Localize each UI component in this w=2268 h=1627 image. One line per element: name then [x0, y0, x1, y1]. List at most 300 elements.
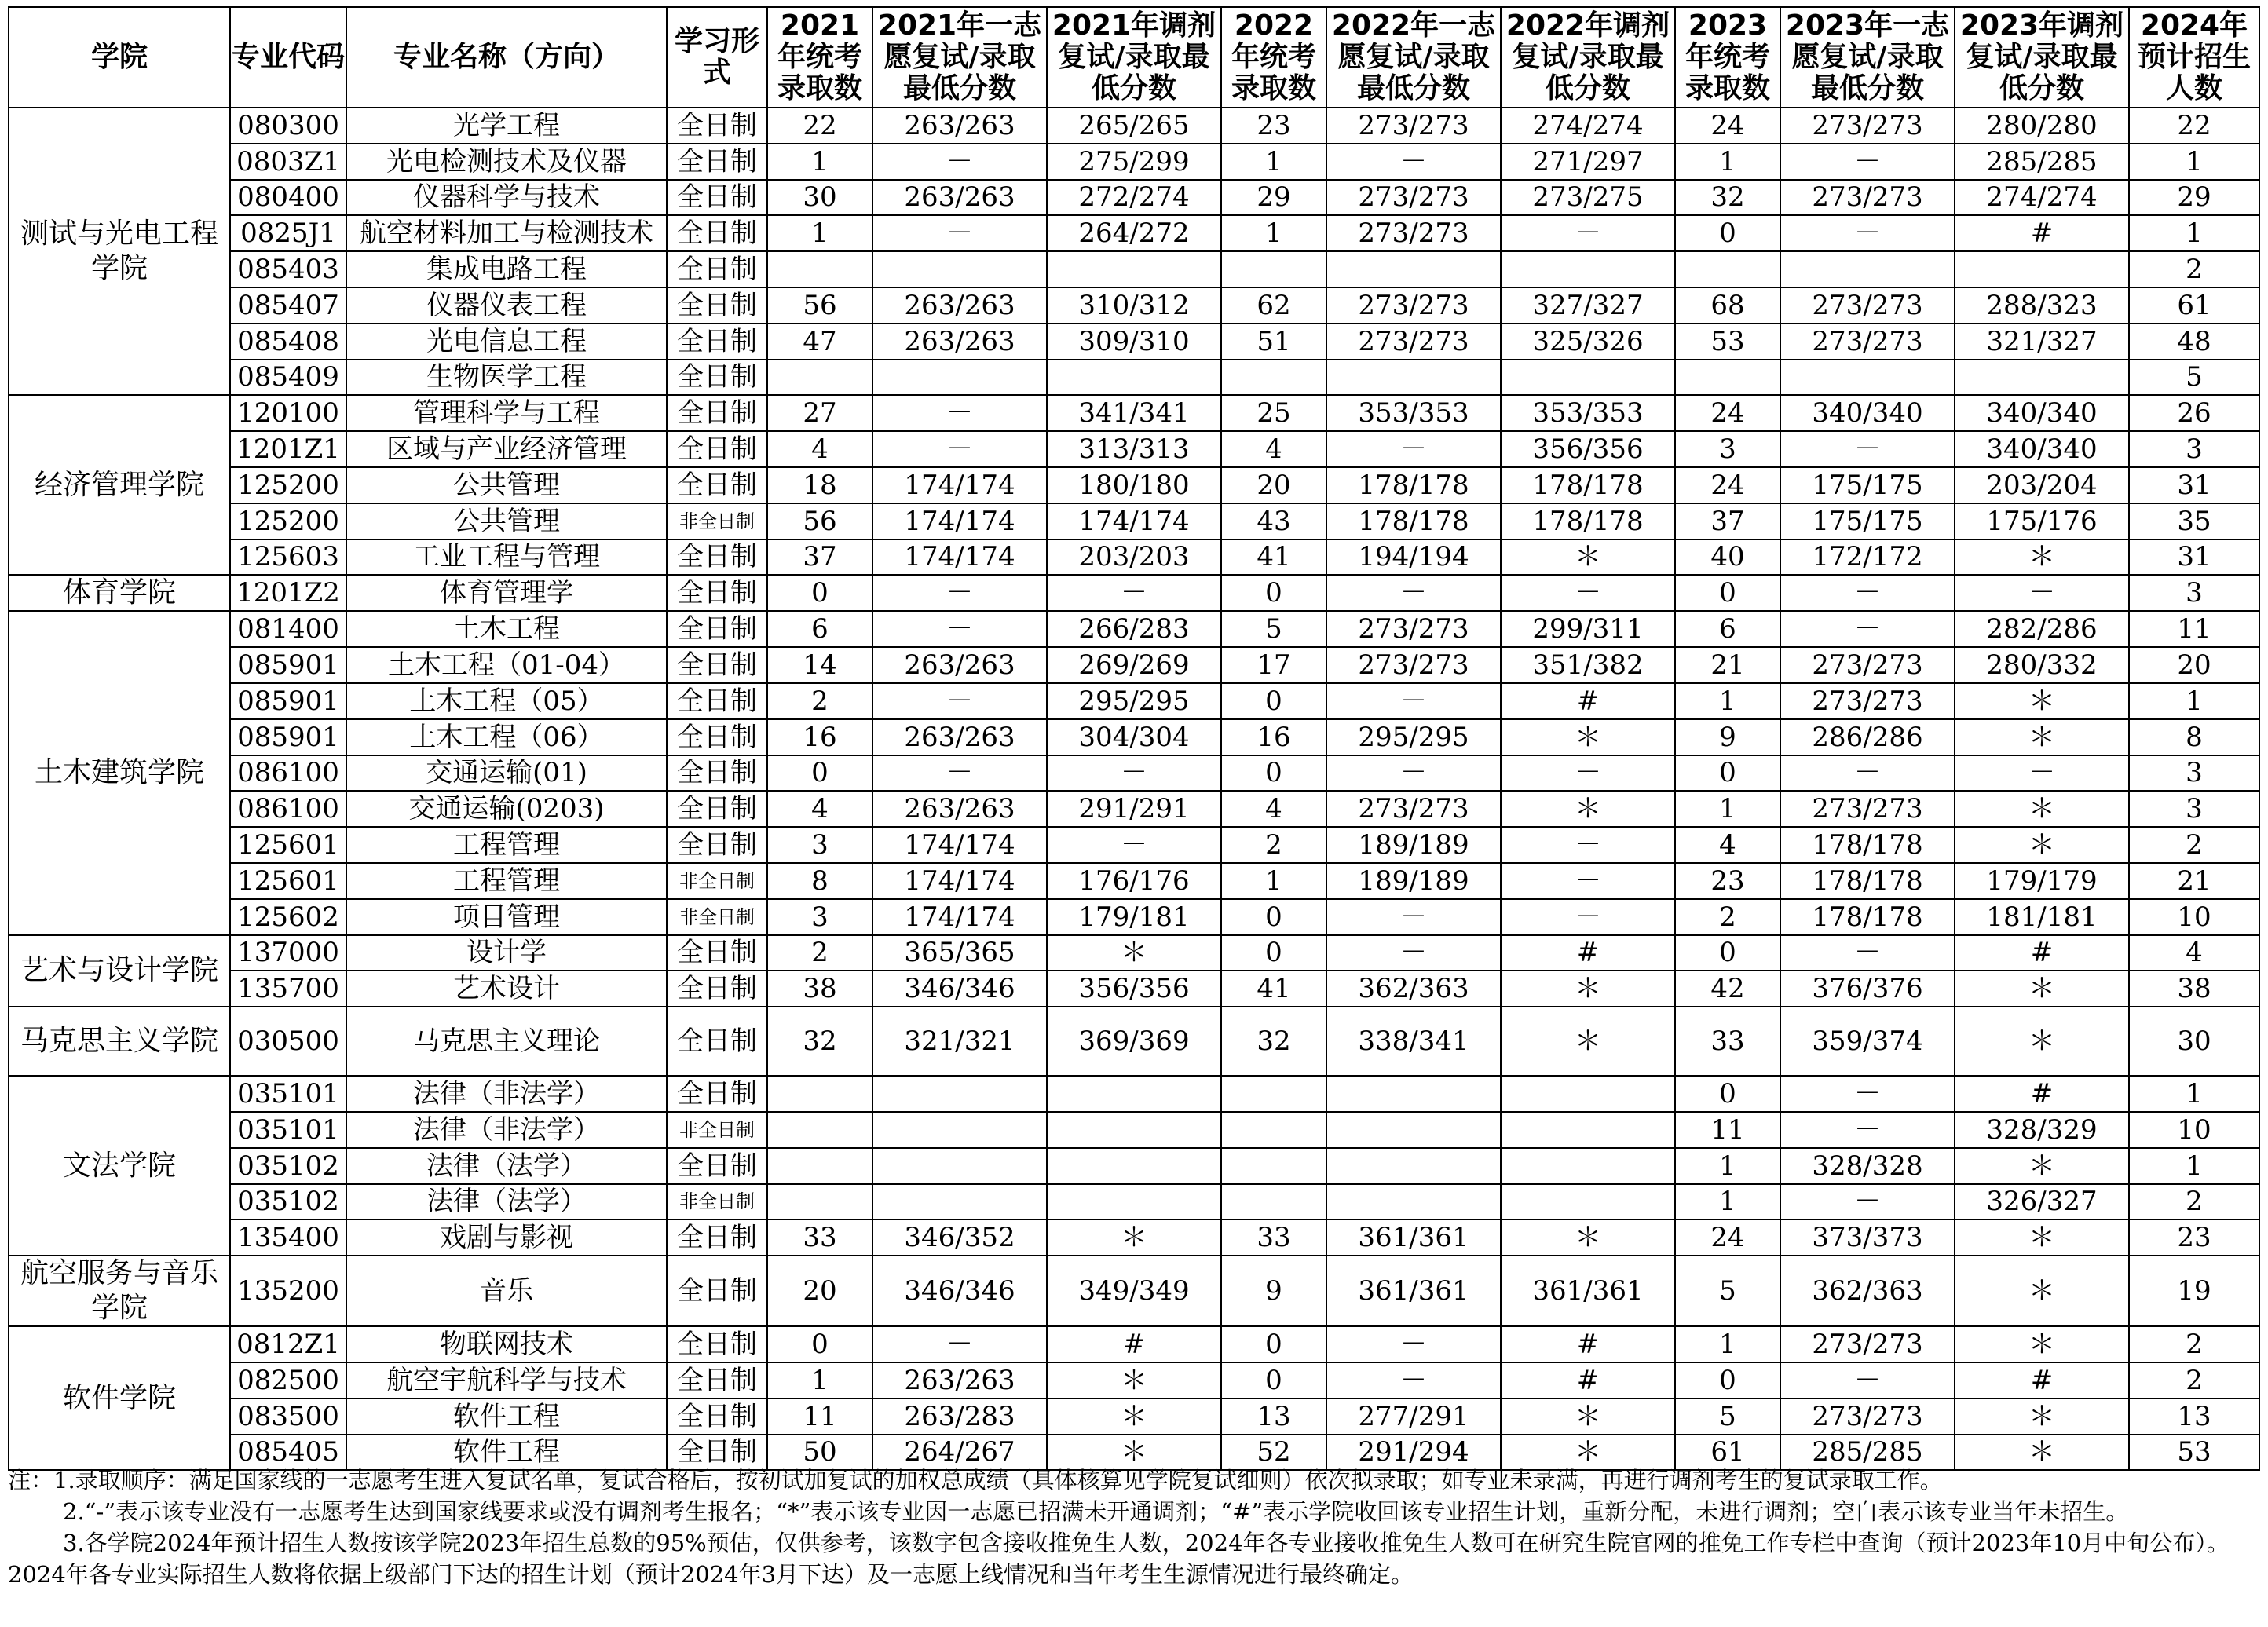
- major-name: 交通运输(0203): [346, 791, 667, 827]
- first-choice-score-2022: [1326, 1112, 1501, 1148]
- major-name: 光学工程: [346, 108, 667, 144]
- major-name: 集成电路工程: [346, 251, 667, 287]
- adjust-score-2023: ＊: [1955, 1148, 2129, 1184]
- major-name: 法律（法学）: [346, 1184, 667, 1220]
- first-choice-score-2023: 273/273: [1780, 647, 1955, 683]
- first-choice-score-2021: [872, 1184, 1047, 1220]
- table-row: [9, 683, 2259, 719]
- admit-2022: [1221, 1076, 1326, 1112]
- first-choice-score-2021: －: [872, 755, 1047, 792]
- first-choice-score-2023: －: [1780, 1362, 1955, 1398]
- plan-2024: 38: [2129, 971, 2259, 1007]
- major-code: 135400: [230, 1219, 346, 1256]
- adjust-score-2022: #: [1501, 935, 1675, 971]
- major-code: 135700: [230, 971, 346, 1007]
- plan-2024: 1: [2129, 1148, 2259, 1184]
- major-code: 125200: [230, 467, 346, 503]
- study-mode: 全日制: [667, 755, 767, 792]
- first-choice-score-2023: [1780, 251, 1955, 287]
- first-choice-score-2023: 273/273: [1780, 324, 1955, 360]
- first-choice-score-2023: 286/286: [1780, 719, 1955, 755]
- admit-2021: 3: [767, 899, 872, 935]
- first-choice-score-2021: 174/174: [872, 539, 1047, 576]
- first-choice-score-2023: 376/376: [1780, 971, 1955, 1007]
- adjust-score-2021: 174/174: [1047, 503, 1221, 539]
- adjust-score-2023: ＊: [1955, 971, 2129, 1007]
- study-mode: 全日制: [667, 324, 767, 360]
- major-name: 戏剧与影视: [346, 1219, 667, 1256]
- plan-2024: 20: [2129, 647, 2259, 683]
- admit-2022: 5: [1221, 611, 1326, 647]
- admit-2022: 13: [1221, 1398, 1326, 1435]
- major-code: 0803Z1: [230, 144, 346, 180]
- adjust-score-2023: 181/181: [1955, 899, 2129, 935]
- admit-2021: 4: [767, 431, 872, 467]
- first-choice-score-2022: －: [1326, 683, 1501, 719]
- major-name: 法律（非法学）: [346, 1076, 667, 1112]
- plan-2024: 8: [2129, 719, 2259, 755]
- adjust-score-2022: 178/178: [1501, 467, 1675, 503]
- adjust-score-2023: #: [1955, 1076, 2129, 1112]
- study-mode: 全日制: [667, 108, 767, 144]
- adjust-score-2023: #: [1955, 935, 2129, 971]
- first-choice-score-2021: [872, 1076, 1047, 1112]
- plan-2024: 31: [2129, 539, 2259, 576]
- major-code: 085409: [230, 360, 346, 396]
- admit-2021: 0: [767, 1326, 872, 1362]
- admit-2022: 9: [1221, 1256, 1326, 1326]
- admit-2021: 14: [767, 647, 872, 683]
- adjust-score-2022: 299/311: [1501, 611, 1675, 647]
- study-mode: 非全日制: [667, 863, 767, 899]
- study-mode: 全日制: [667, 1148, 767, 1184]
- admit-2022: 0: [1221, 755, 1326, 792]
- adjust-score-2022: 353/353: [1501, 395, 1675, 431]
- adjust-score-2023: ＊: [1955, 791, 2129, 827]
- table-row: [9, 719, 2259, 755]
- plan-2024: 26: [2129, 395, 2259, 431]
- study-mode: 全日制: [667, 1256, 767, 1326]
- table-row: [9, 1362, 2259, 1398]
- first-choice-score-2023: 178/178: [1780, 899, 1955, 935]
- admit-2021: 11: [767, 1398, 872, 1435]
- plan-2024: 10: [2129, 899, 2259, 935]
- adjust-score-2022: －: [1501, 755, 1675, 792]
- table-row: [9, 1219, 2259, 1256]
- header-cell: 学习形式: [667, 7, 767, 108]
- admit-2023: 5: [1675, 1398, 1780, 1435]
- first-choice-score-2022: [1326, 1148, 1501, 1184]
- major-code: 080400: [230, 180, 346, 216]
- major-name: 光电信息工程: [346, 324, 667, 360]
- admit-2023: 0: [1675, 1362, 1780, 1398]
- major-code: 125601: [230, 827, 346, 863]
- plan-2024: 3: [2129, 431, 2259, 467]
- major-name: 设计学: [346, 935, 667, 971]
- table-row: [9, 144, 2259, 180]
- major-code: 125601: [230, 863, 346, 899]
- adjust-score-2021: [1047, 1112, 1221, 1148]
- table-row: [9, 360, 2259, 396]
- first-choice-score-2021: －: [872, 144, 1047, 180]
- study-mode: 非全日制: [667, 1112, 767, 1148]
- admit-2023: 61: [1675, 1435, 1780, 1471]
- adjust-score-2022: －: [1501, 863, 1675, 899]
- study-mode: 全日制: [667, 467, 767, 503]
- first-choice-score-2023: 362/363: [1780, 1256, 1955, 1326]
- adjust-score-2021: ＊: [1047, 935, 1221, 971]
- admit-2022: 1: [1221, 144, 1326, 180]
- first-choice-score-2021: 263/263: [872, 287, 1047, 324]
- adjust-score-2021: 310/312: [1047, 287, 1221, 324]
- adjust-score-2021: [1047, 1184, 1221, 1220]
- major-code: 085407: [230, 287, 346, 324]
- admit-2023: 9: [1675, 719, 1780, 755]
- first-choice-score-2023: 359/374: [1780, 1007, 1955, 1076]
- major-code: 080300: [230, 108, 346, 144]
- major-name: 仪器仪表工程: [346, 287, 667, 324]
- first-choice-score-2023: 178/178: [1780, 863, 1955, 899]
- major-name: 项目管理: [346, 899, 667, 935]
- admit-2021: 56: [767, 287, 872, 324]
- adjust-score-2021: 180/180: [1047, 467, 1221, 503]
- adjust-score-2023: 321/327: [1955, 324, 2129, 360]
- first-choice-score-2023: 273/273: [1780, 108, 1955, 144]
- plan-2024: 13: [2129, 1398, 2259, 1435]
- first-choice-score-2023: －: [1780, 144, 1955, 180]
- adjust-score-2021: 266/283: [1047, 611, 1221, 647]
- admit-2021: [767, 1112, 872, 1148]
- first-choice-score-2023: 328/328: [1780, 1148, 1955, 1184]
- first-choice-score-2022: [1326, 1184, 1501, 1220]
- plan-2024: 5: [2129, 360, 2259, 396]
- table-row: [9, 611, 2259, 647]
- first-choice-score-2023: 273/273: [1780, 791, 1955, 827]
- first-choice-score-2021: 174/174: [872, 467, 1047, 503]
- major-code: 125602: [230, 899, 346, 935]
- adjust-score-2023: －: [1955, 575, 2129, 611]
- major-name: 软件工程: [346, 1435, 667, 1471]
- major-code: 082500: [230, 1362, 346, 1398]
- table-row: [9, 395, 2259, 431]
- first-choice-score-2021: 263/263: [872, 647, 1047, 683]
- plan-2024: 11: [2129, 611, 2259, 647]
- adjust-score-2023: ＊: [1955, 1219, 2129, 1256]
- adjust-score-2022: ＊: [1501, 1219, 1675, 1256]
- table-row: [9, 1398, 2259, 1435]
- study-mode: 全日制: [667, 431, 767, 467]
- first-choice-score-2022: 291/294: [1326, 1435, 1501, 1471]
- admit-2023: 0: [1675, 935, 1780, 971]
- admit-2022: 0: [1221, 1362, 1326, 1398]
- table-row: [9, 1256, 2259, 1326]
- adjust-score-2021: 291/291: [1047, 791, 1221, 827]
- adjust-score-2023: 326/327: [1955, 1184, 2129, 1220]
- admit-2021: 56: [767, 503, 872, 539]
- adjust-score-2022: [1501, 1148, 1675, 1184]
- adjust-score-2021: 176/176: [1047, 863, 1221, 899]
- adjust-score-2022: ＊: [1501, 791, 1675, 827]
- adjust-score-2023: 288/323: [1955, 287, 2129, 324]
- adjust-score-2021: 179/181: [1047, 899, 1221, 935]
- table-row: [9, 755, 2259, 792]
- first-choice-score-2022: 353/353: [1326, 395, 1501, 431]
- adjust-score-2023: ＊: [1955, 539, 2129, 576]
- adjust-score-2023: ＊: [1955, 1256, 2129, 1326]
- adjust-score-2022: 178/178: [1501, 503, 1675, 539]
- first-choice-score-2021: 346/352: [872, 1219, 1047, 1256]
- adjust-score-2023: 203/204: [1955, 467, 2129, 503]
- major-name: 区域与产业经济管理: [346, 431, 667, 467]
- study-mode: 非全日制: [667, 1184, 767, 1220]
- plan-2024: 29: [2129, 180, 2259, 216]
- adjust-score-2021: [1047, 1148, 1221, 1184]
- adjust-score-2022: 351/382: [1501, 647, 1675, 683]
- adjust-score-2023: －: [1955, 755, 2129, 792]
- study-mode: 非全日制: [667, 503, 767, 539]
- study-mode: 全日制: [667, 1362, 767, 1398]
- major-name: 土木工程（06）: [346, 719, 667, 755]
- major-name: 艺术设计: [346, 971, 667, 1007]
- major-name: 工程管理: [346, 863, 667, 899]
- adjust-score-2023: ＊: [1955, 1398, 2129, 1435]
- adjust-score-2022: 361/361: [1501, 1256, 1675, 1326]
- plan-2024: 2: [2129, 1326, 2259, 1362]
- adjust-score-2021: [1047, 251, 1221, 287]
- major-code: 120100: [230, 395, 346, 431]
- admit-2023: 5: [1675, 1256, 1780, 1326]
- first-choice-score-2022: 273/273: [1326, 647, 1501, 683]
- first-choice-score-2021: 263/263: [872, 791, 1047, 827]
- major-code: 137000: [230, 935, 346, 971]
- admit-2023: 0: [1675, 215, 1780, 251]
- table-row: [9, 539, 2259, 576]
- major-code: 081400: [230, 611, 346, 647]
- first-choice-score-2022: 273/273: [1326, 611, 1501, 647]
- first-choice-score-2023: [1780, 360, 1955, 396]
- adjust-score-2022: ＊: [1501, 971, 1675, 1007]
- first-choice-score-2023: －: [1780, 431, 1955, 467]
- admit-2023: [1675, 251, 1780, 287]
- plan-2024: 10: [2129, 1112, 2259, 1148]
- admit-2023: 23: [1675, 863, 1780, 899]
- first-choice-score-2022: 273/273: [1326, 215, 1501, 251]
- first-choice-score-2021: [872, 1112, 1047, 1148]
- first-choice-score-2022: 362/363: [1326, 971, 1501, 1007]
- adjust-score-2022: #: [1501, 683, 1675, 719]
- first-choice-score-2021: 365/365: [872, 935, 1047, 971]
- admit-2023: 42: [1675, 971, 1780, 1007]
- table-row: [9, 1184, 2259, 1220]
- first-choice-score-2023: －: [1780, 611, 1955, 647]
- first-choice-score-2023: 340/340: [1780, 395, 1955, 431]
- adjust-score-2023: 179/179: [1955, 863, 2129, 899]
- admit-2023: 0: [1675, 755, 1780, 792]
- adjust-score-2021: 272/274: [1047, 180, 1221, 216]
- header-cell: 专业名称（方向）: [346, 7, 667, 108]
- study-mode: 全日制: [667, 791, 767, 827]
- first-choice-score-2023: 178/178: [1780, 827, 1955, 863]
- study-mode: 全日制: [667, 144, 767, 180]
- adjust-score-2022: [1501, 1076, 1675, 1112]
- header-cell: 2022年一志愿复试/录取最低分数: [1326, 7, 1501, 108]
- first-choice-score-2021: 346/346: [872, 971, 1047, 1007]
- adjust-score-2023: ＊: [1955, 827, 2129, 863]
- admit-2023: 1: [1675, 1326, 1780, 1362]
- first-choice-score-2023: －: [1780, 1112, 1955, 1148]
- admit-2022: 25: [1221, 395, 1326, 431]
- first-choice-score-2021: 174/174: [872, 863, 1047, 899]
- admit-2021: 0: [767, 755, 872, 792]
- admit-2021: 4: [767, 791, 872, 827]
- first-choice-score-2023: 175/175: [1780, 467, 1955, 503]
- study-mode: 全日制: [667, 1326, 767, 1362]
- major-name: 马克思主义理论: [346, 1007, 667, 1076]
- college-name: 测试与光电工程学院: [9, 108, 230, 395]
- plan-2024: 2: [2129, 1184, 2259, 1220]
- first-choice-score-2023: －: [1780, 935, 1955, 971]
- first-choice-score-2023: －: [1780, 1184, 1955, 1220]
- table-row: [9, 215, 2259, 251]
- admit-2022: 0: [1221, 899, 1326, 935]
- header-cell: 2023年一志愿复试/录取最低分数: [1780, 7, 1955, 108]
- adjust-score-2021: 265/265: [1047, 108, 1221, 144]
- first-choice-score-2023: 172/172: [1780, 539, 1955, 576]
- first-choice-score-2022: [1326, 360, 1501, 396]
- study-mode: 全日制: [667, 360, 767, 396]
- adjust-score-2022: 274/274: [1501, 108, 1675, 144]
- adjust-score-2022: ＊: [1501, 539, 1675, 576]
- admit-2022: 16: [1221, 719, 1326, 755]
- plan-2024: 19: [2129, 1256, 2259, 1326]
- admit-2021: 3: [767, 827, 872, 863]
- admit-2021: 0: [767, 575, 872, 611]
- adjust-score-2021: 341/341: [1047, 395, 1221, 431]
- adjust-score-2022: [1501, 251, 1675, 287]
- adjust-score-2021: 349/349: [1047, 1256, 1221, 1326]
- major-name: 仪器科学与技术: [346, 180, 667, 216]
- first-choice-score-2022: 338/341: [1326, 1007, 1501, 1076]
- header-row: [9, 7, 2259, 108]
- plan-2024: 22: [2129, 108, 2259, 144]
- major-code: 085901: [230, 719, 346, 755]
- major-code: 125603: [230, 539, 346, 576]
- admit-2022: 1: [1221, 863, 1326, 899]
- table-row: [9, 251, 2259, 287]
- admit-2023: 1: [1675, 791, 1780, 827]
- college-name: 文法学院: [9, 1076, 230, 1256]
- adjust-score-2021: 313/313: [1047, 431, 1221, 467]
- study-mode: 全日制: [667, 935, 767, 971]
- admit-2021: 6: [767, 611, 872, 647]
- plan-2024: 1: [2129, 144, 2259, 180]
- college-name: 航空服务与音乐学院: [9, 1256, 230, 1326]
- first-choice-score-2022: 277/291: [1326, 1398, 1501, 1435]
- adjust-score-2023: ＊: [1955, 719, 2129, 755]
- first-choice-score-2022: 295/295: [1326, 719, 1501, 755]
- admit-2021: 1: [767, 215, 872, 251]
- admit-2022: 0: [1221, 683, 1326, 719]
- first-choice-score-2022: [1326, 251, 1501, 287]
- admit-2022: 4: [1221, 431, 1326, 467]
- table-row: [9, 287, 2259, 324]
- plan-2024: 35: [2129, 503, 2259, 539]
- adjust-score-2021: －: [1047, 827, 1221, 863]
- major-name: 公共管理: [346, 503, 667, 539]
- plan-2024: 3: [2129, 755, 2259, 792]
- major-code: 1201Z2: [230, 575, 346, 611]
- first-choice-score-2023: 373/373: [1780, 1219, 1955, 1256]
- adjust-score-2021: [1047, 1076, 1221, 1112]
- adjust-score-2023: ＊: [1955, 1435, 2129, 1471]
- adjust-score-2021: 309/310: [1047, 324, 1221, 360]
- study-mode: 全日制: [667, 215, 767, 251]
- admit-2023: 53: [1675, 324, 1780, 360]
- major-code: 035101: [230, 1112, 346, 1148]
- adjust-score-2023: 274/274: [1955, 180, 2129, 216]
- first-choice-score-2023: 285/285: [1780, 1435, 1955, 1471]
- adjust-score-2023: ＊: [1955, 1326, 2129, 1362]
- study-mode: 全日制: [667, 971, 767, 1007]
- table-row: [9, 935, 2259, 971]
- study-mode: 非全日制: [667, 899, 767, 935]
- first-choice-score-2022: [1326, 1076, 1501, 1112]
- first-choice-score-2022: 273/273: [1326, 324, 1501, 360]
- admit-2023: 1: [1675, 1184, 1780, 1220]
- adjust-score-2023: #: [1955, 1362, 2129, 1398]
- adjust-score-2022: 273/275: [1501, 180, 1675, 216]
- first-choice-score-2023: 175/175: [1780, 503, 1955, 539]
- college-name: 土木建筑学院: [9, 611, 230, 934]
- first-choice-score-2022: 273/273: [1326, 180, 1501, 216]
- adjust-score-2021: #: [1047, 1326, 1221, 1362]
- major-name: 工程管理: [346, 827, 667, 863]
- study-mode: 全日制: [667, 287, 767, 324]
- first-choice-score-2021: 263/263: [872, 324, 1047, 360]
- adjust-score-2023: 328/329: [1955, 1112, 2129, 1148]
- admit-2023: 68: [1675, 287, 1780, 324]
- adjust-score-2023: 340/340: [1955, 395, 2129, 431]
- first-choice-score-2021: －: [872, 683, 1047, 719]
- table-body: [9, 108, 2259, 1470]
- table-row: [9, 108, 2259, 144]
- adjust-score-2023: 340/340: [1955, 431, 2129, 467]
- plan-2024: 1: [2129, 683, 2259, 719]
- admit-2023: 24: [1675, 108, 1780, 144]
- first-choice-score-2021: 174/174: [872, 503, 1047, 539]
- first-choice-score-2021: [872, 1148, 1047, 1184]
- header-cell: 学院: [9, 7, 230, 108]
- admit-2023: 2: [1675, 899, 1780, 935]
- header-cell: 2021年调剂复试/录取最低分数: [1047, 7, 1221, 108]
- adjust-score-2022: 327/327: [1501, 287, 1675, 324]
- major-name: 土木工程（05）: [346, 683, 667, 719]
- major-code: 1201Z1: [230, 431, 346, 467]
- plan-2024: 30: [2129, 1007, 2259, 1076]
- adjust-score-2023: [1955, 251, 2129, 287]
- admit-2022: 2: [1221, 827, 1326, 863]
- plan-2024: 21: [2129, 863, 2259, 899]
- adjust-score-2021: 356/356: [1047, 971, 1221, 1007]
- plan-2024: 2: [2129, 1362, 2259, 1398]
- first-choice-score-2023: 273/273: [1780, 683, 1955, 719]
- table-row: [9, 1326, 2259, 1362]
- major-name: 法律（法学）: [346, 1148, 667, 1184]
- major-name: 航空宇航科学与技术: [346, 1362, 667, 1398]
- first-choice-score-2023: 273/273: [1780, 287, 1955, 324]
- admit-2022: 23: [1221, 108, 1326, 144]
- admit-2022: 51: [1221, 324, 1326, 360]
